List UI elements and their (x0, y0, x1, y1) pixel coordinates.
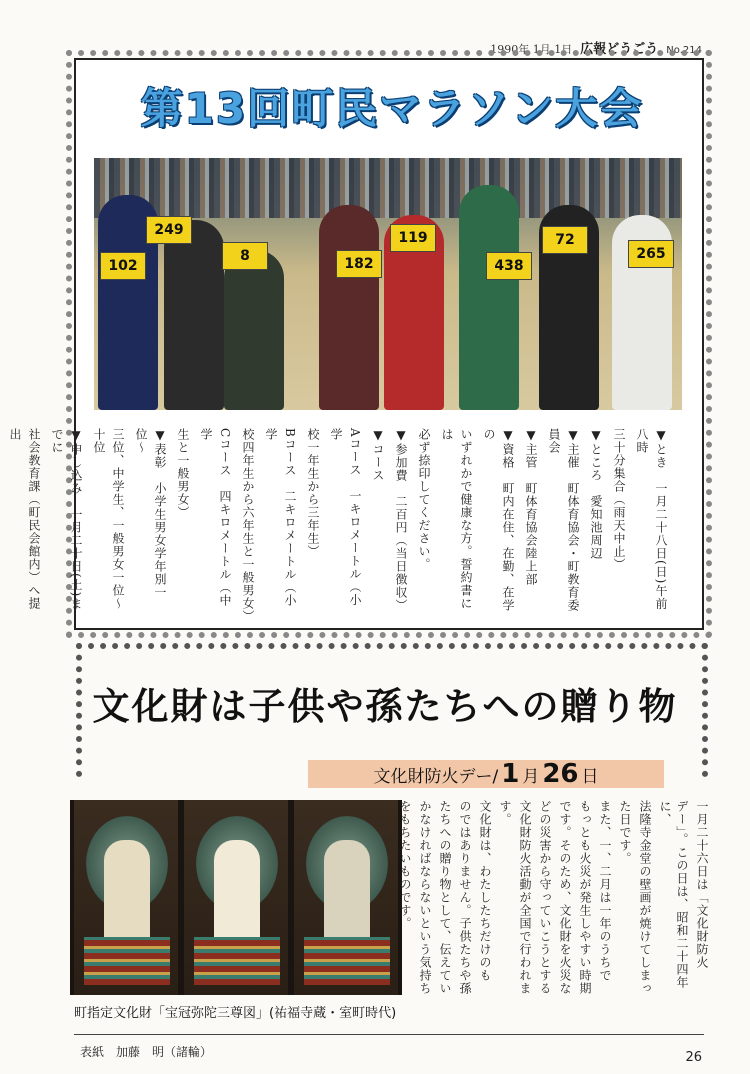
detail-line: 必ず捺印してください。 (417, 428, 431, 571)
deity-figure (214, 840, 260, 950)
detail-line: Aコース 一キロメートル（小学 (329, 428, 362, 607)
footer-divider (74, 1034, 704, 1035)
deity-figure (104, 840, 150, 950)
detail-line: ▼とき 一月二十八日(日)午前八時 (635, 428, 668, 611)
body-line: もっとも火災が発生しやすい時期 (578, 800, 592, 995)
marathon-title: 第13回町民マラソン大会 (140, 84, 644, 133)
marathon-photo (94, 158, 682, 410)
runner (319, 205, 379, 410)
image-caption: 町指定文化財「宝冠弥陀三尊図」(祐福寺蔵・室町時代) (74, 1006, 397, 1021)
detail-line: ▼申し込み 一月二十日(土)までに (50, 428, 83, 611)
buddha-triptych-image (70, 800, 402, 995)
body-line: 文化財防火活動が全国で行われま (518, 800, 532, 995)
subtitle-day: 26 (542, 759, 579, 789)
culture-subtitle (308, 760, 664, 788)
body-line: どの災害から守っていこうとする (538, 800, 552, 995)
race-bib: 119 (390, 224, 436, 252)
detail-line: 生と一般男女） (176, 428, 190, 519)
lotus-pedestal (84, 937, 170, 985)
culture-title: 文化財は子供や孫たちへの贈り物 (92, 684, 678, 728)
detail-line: ▼資格 町内在住、在勤、在学の (482, 428, 515, 612)
race-bib: 265 (628, 240, 674, 268)
marathon-details (8, 428, 670, 623)
spectator-crowd (94, 158, 682, 218)
race-bib: 182 (336, 250, 382, 278)
detail-line: 三十分集合（雨天中止） (612, 428, 626, 571)
lotus-pedestal (194, 937, 280, 985)
deity-figure (324, 840, 370, 950)
body-line: デー」。この日は、昭和二十四年に、 (658, 800, 689, 989)
detail-line: 校一年生から三年生） (306, 428, 320, 558)
race-bib: 72 (542, 226, 588, 254)
detail-line (0, 428, 1, 618)
culture-body (398, 800, 710, 1000)
body-line: 文化財は、わたしたちだけのも (478, 800, 492, 982)
race-bib: 8 (222, 242, 268, 270)
subtitle-month-unit: 月 (522, 766, 540, 787)
detail-line: ▼コース (371, 428, 385, 482)
body-line: 一月二十六日は「文化財防火 (695, 800, 709, 969)
detail-line: Bコース 二キロメートル（小学 (264, 428, 297, 607)
body-line: す。 (498, 800, 512, 826)
page-number: 26 (685, 1050, 702, 1065)
lotus-pedestal (304, 937, 390, 985)
detail-line: ▼表彰 小学生男女学年別一位〜 (134, 428, 167, 599)
issue-number: No.214 (666, 45, 702, 56)
body-line: をもちたいものです。 (398, 800, 412, 930)
detail-line: ▼主催 町体育協会・町教育委員会 (547, 428, 580, 612)
detail-line: 校四年生から六年生と一般男女） (241, 428, 255, 623)
body-line: たちへの贈り物として、伝えてい (438, 800, 452, 995)
race-bib: 438 (486, 252, 532, 280)
cover-credit: 表紙 加藤 明（諸輪） (80, 1045, 213, 1059)
subtitle-day-unit: 日 (581, 766, 599, 787)
body-line: また、一、二月は一年のうちで (598, 800, 612, 982)
painting-panel (184, 800, 288, 995)
detail-line: いずれかで健康な方。誓約書には (440, 428, 473, 610)
runner (164, 220, 224, 410)
detail-line: ▼ところ 愛知池周辺 (589, 428, 603, 560)
race-bib: 249 (146, 216, 192, 244)
issue-date: 1990年 1月 1日 (490, 43, 573, 56)
race-bib: 102 (100, 252, 146, 280)
body-line: 法隆寺金堂の壁画が焼けてしまっ (638, 800, 652, 995)
subtitle-prefix: 文化財防火デー/ (373, 766, 499, 787)
newsletter-brand: 広報どうごう (580, 42, 659, 57)
painting-panel (294, 800, 398, 995)
detail-line: ▼主管 町体育協会陸上部 (524, 428, 538, 586)
body-line: のではありません。子供たちや孫 (458, 800, 472, 995)
detail-line: Cコース 四キロメートル（中学 (199, 428, 232, 608)
page-header (490, 38, 702, 57)
body-line: です。そのため、文化財を火災な (558, 800, 572, 995)
subtitle-month: 1 (501, 759, 520, 789)
detail-line: ▼参加費 二百円（当日徴収） (394, 428, 408, 612)
body-line: た日です。 (618, 800, 632, 865)
detail-line: 三位、中学生、一般男女一位〜十位 (92, 428, 125, 610)
painting-panel (74, 800, 178, 995)
runner (224, 250, 284, 410)
marathon-article (8, 58, 704, 630)
body-line: かなければならないという気持ち (418, 800, 432, 995)
runner (459, 185, 519, 410)
detail-line: 社会教育課（町民会館内）へ提出 (8, 428, 41, 610)
